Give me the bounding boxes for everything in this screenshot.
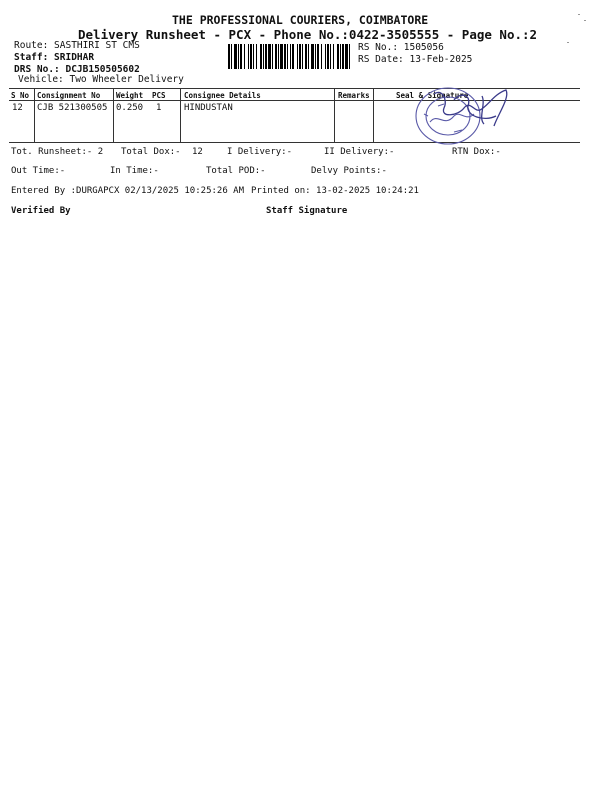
col-divider [334, 88, 335, 142]
ii-delivery: II Delivery:- [324, 147, 395, 157]
cell-consignee: HINDUSTAN [184, 103, 233, 113]
drs-number: DRS No.: DCJB150505602 [14, 64, 140, 75]
header-consignee-details: Consignee Details [184, 91, 261, 100]
header-seal-signature: Seal & Signature [396, 91, 469, 100]
rtn-dox: RTN Dox:- [452, 147, 501, 157]
total-dox-label: Total Dox:- [121, 147, 181, 157]
scan-speck [584, 20, 586, 21]
cell-s-no: 12 [12, 103, 23, 113]
out-time: Out Time:- [11, 166, 66, 176]
cell-pcs: 1 [156, 103, 162, 113]
col-divider [113, 88, 114, 142]
runsheet-subtitle: Delivery Runsheet - PCX - Phone No.:0422-3505555 - Page No.:2 [78, 27, 538, 42]
company-title: THE PROFESSIONAL COURIERS, COIMBATORE [172, 13, 429, 27]
total-dox-value: 12 [192, 147, 203, 157]
entered-by: Entered By :DURGAPCX 02/13/2025 10:25:26 AM [11, 186, 244, 196]
barcode-image [228, 44, 352, 69]
header-weight: Weight [116, 91, 144, 100]
vehicle-label: Vehicle: Two Wheeler Delivery [18, 74, 184, 85]
total-pod: Total POD:- [206, 166, 266, 176]
header-pcs: PCS [152, 91, 166, 100]
verified-by: Verified By [11, 206, 71, 216]
delvy-points: Delvy Points:- [311, 166, 387, 176]
staff-signature: Staff Signature [266, 206, 348, 216]
col-divider [373, 88, 374, 142]
rs-date: RS Date: 13-Feb-2025 [358, 54, 473, 65]
staff-label: Staff: SRIDHAR [14, 52, 95, 63]
scan-speck [578, 14, 580, 15]
header-remarks: Remarks [338, 91, 370, 100]
in-time: In Time:- [110, 166, 159, 176]
cell-weight: 0.250 [116, 103, 144, 113]
col-divider [180, 88, 181, 142]
cell-consignment-no: CJB 521300505 [37, 103, 108, 113]
rs-number: RS No.: 1505056 [358, 42, 444, 53]
route-label: Route: SASTHIRI ST CMS [14, 40, 140, 51]
header-consignment-no: Consignment No [37, 91, 101, 100]
col-divider [34, 88, 35, 142]
seal-stamp-image [414, 86, 526, 152]
scan-speck [567, 42, 569, 43]
tot-runsheet: Tot. Runsheet:- 2 [11, 147, 104, 157]
i-delivery: I Delivery:- [227, 147, 293, 157]
header-s-no: S No [11, 91, 30, 100]
printed-on: Printed on: 13-02-2025 10:24:21 [251, 186, 419, 196]
